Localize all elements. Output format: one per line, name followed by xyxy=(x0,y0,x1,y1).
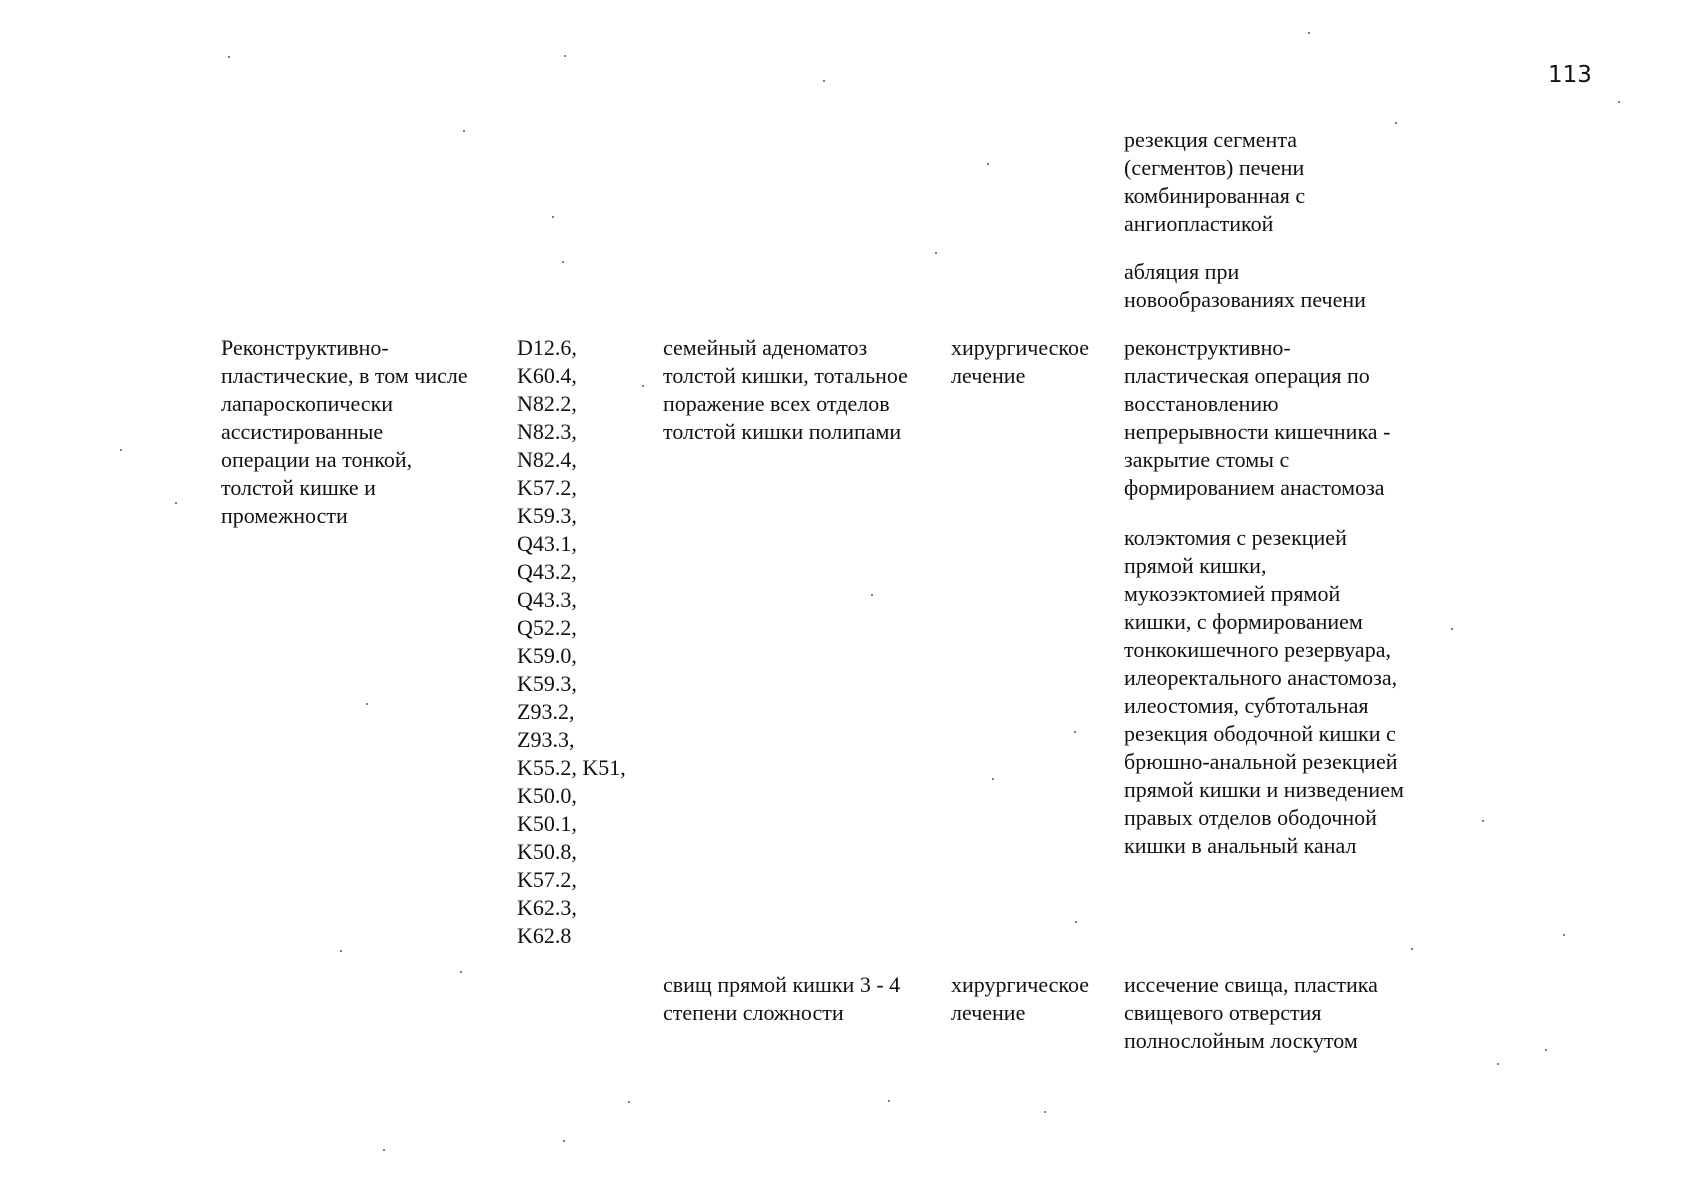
treatment-type-surgical-2: хирургическое лечение xyxy=(951,972,1090,1025)
scan-speck xyxy=(228,56,230,58)
scan-speck xyxy=(175,502,177,504)
scan-speck xyxy=(1044,1111,1046,1113)
scan-speck xyxy=(463,130,465,132)
scan-speck xyxy=(935,252,937,254)
scan-speck xyxy=(460,971,462,973)
scan-speck xyxy=(628,1101,630,1103)
scan-speck xyxy=(564,55,566,57)
treatment-type-surgical: хирургическое лечение xyxy=(951,335,1090,388)
scan-speck xyxy=(888,1100,890,1102)
method-fistula-excision: иссечение свища, пластика свищевого отверстия полнослойным лоскутом xyxy=(1124,972,1378,1053)
scan-speck xyxy=(1545,1049,1547,1051)
scan-speck xyxy=(1482,820,1484,822)
method-stoma-closure: реконструктивно- пластическая операция по восстановлению непрерывности кишечника - закрытие стомы с формированием анастомоза xyxy=(1124,335,1391,500)
scan-speck xyxy=(992,778,994,780)
page-number: 113 xyxy=(1548,62,1592,88)
scan-speck xyxy=(1075,921,1077,923)
scan-speck xyxy=(563,1140,565,1142)
scan-speck xyxy=(1497,1063,1499,1065)
patient-model-rectal-fistula: свищ прямой кишки 3 - 4 степени сложности xyxy=(663,972,901,1025)
scan-speck xyxy=(1074,731,1076,733)
scan-speck xyxy=(120,449,122,451)
scan-speck xyxy=(1618,101,1620,103)
scan-speck xyxy=(823,80,825,82)
scan-speck xyxy=(987,163,989,165)
method-liver-ablation: абляция при новообразованиях печени xyxy=(1124,259,1366,312)
method-colectomy: колэктомия с резекцией прямой кишки, мукозэктомией прямой кишки, с формированием тонкокишечного резервуара, илеоректального анастомоза, илеостомия, субтотальная резекция ободочной кишки с брюшно-анальной резекцией прямой кишки и низведением правых отделов ободочной кишки в анальный канал xyxy=(1124,525,1404,858)
scan-speck xyxy=(552,216,554,218)
scan-speck xyxy=(1395,122,1397,124)
patient-model-adenomatosis: семейный аденоматоз толстой кишки, тотальное поражение всех отделов толстой кишки полипами xyxy=(663,335,908,444)
scan-speck xyxy=(383,1149,385,1151)
scan-speck xyxy=(562,261,564,263)
scan-speck xyxy=(340,950,342,952)
scan-speck xyxy=(1451,628,1453,630)
method-liver-segment-resection: резекция сегмента (сегментов) печени комбинированная с ангиопластикой xyxy=(1124,127,1306,236)
scan-speck xyxy=(1563,934,1565,936)
icd-codes: D12.6, K60.4, N82.2, N82.3, N82.4, K57.2, K59.3, Q43.1, Q43.2, Q43.3, Q52.2, K59.0, K59.3, Z93.2, Z93.3, K55.2, K51, K50.0, K50.1, K50.8, K57.2, K62.3, K62.8 xyxy=(517,335,626,948)
intervention-name: Реконструктивно- пластические, в том числе лапароскопически ассистированные операции на тонкой, толстой кишке и промежности xyxy=(221,335,468,528)
scan-speck xyxy=(642,385,644,387)
scan-speck xyxy=(1411,948,1413,950)
scan-speck xyxy=(366,703,368,705)
scan-speck xyxy=(1308,32,1310,34)
scan-speck xyxy=(871,594,873,596)
